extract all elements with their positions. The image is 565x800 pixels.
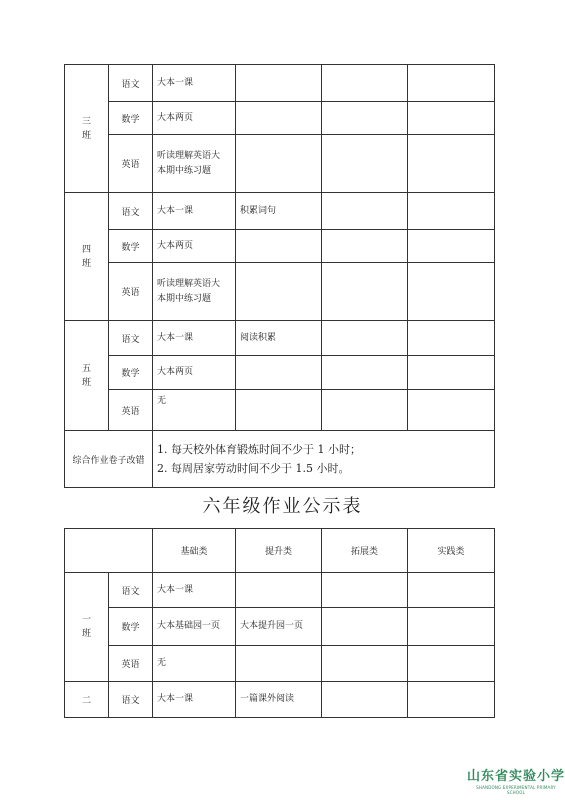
header-improve: 提升类 [236,529,322,573]
extend-cell [322,193,408,230]
class-label: 二 [65,682,109,718]
header-basic: 基础类 [153,529,236,573]
basic-cell: 听读理解英语大 本期中练习题 [153,135,236,193]
table-row [65,321,495,356]
table-row [65,135,495,193]
improve-cell [236,573,322,608]
summary-notes [153,431,495,488]
improve-cell [236,230,322,263]
subject-cell: 语文 [109,65,153,102]
header-row [65,529,495,573]
practice-cell [408,193,495,230]
summary-row [65,431,495,488]
table-row [65,65,495,102]
basic-cell: 大本一课 [153,321,236,356]
basic-cell: 大本两页 [153,356,236,390]
basic-cell: 大本两页 [153,230,236,263]
class-label: 一 班 [65,573,109,682]
grade-six-homework-table [64,528,495,718]
table-row [65,102,495,135]
basic-cell: 大本一课 [153,193,236,230]
homework-table-continued [64,64,495,488]
extend-cell [322,321,408,356]
practice-cell [408,102,495,135]
improve-cell: 大本提升园一页 [236,608,322,646]
extend-cell [322,608,408,646]
table-row [65,573,495,608]
header-practice: 实践类 [408,529,495,573]
subject-cell: 语文 [109,573,153,608]
table-row [65,263,495,321]
basic-cell: 无 [153,390,236,431]
improve-cell [236,65,322,102]
basic-cell: 听读理解英语大 本期中练习题 [153,263,236,321]
extend-cell [322,102,408,135]
basic-cell: 大本两页 [153,102,236,135]
subject-cell: 英语 [109,263,153,321]
table-row [65,646,495,682]
practice-cell [408,682,495,718]
improve-cell [236,356,322,390]
class-label: 四 班 [65,193,109,321]
subject-cell: 数学 [109,608,153,646]
basic-cell: 大本一课 [153,682,236,718]
improve-cell: 阅读积累 [236,321,322,356]
class-label: 五 班 [65,321,109,431]
improve-cell [236,263,322,321]
improve-cell [236,135,322,193]
subject-cell: 语文 [109,193,153,230]
improve-cell: 积累词句 [236,193,322,230]
practice-cell [408,356,495,390]
header-extend: 拓展类 [322,529,408,573]
logo-text-en: SHANDONG EXPERIMENTAL PRIMARY SCHOOL [476,785,556,795]
practice-cell [408,263,495,321]
basic-cell: 大本基础园一页 [153,608,236,646]
basic-cell: 无 [153,646,236,682]
practice-cell [408,65,495,102]
class-label: 三 班 [65,65,109,193]
practice-cell [408,230,495,263]
extend-cell [322,65,408,102]
basic-cell: 大本一课 [153,573,236,608]
subject-cell: 英语 [109,646,153,682]
table-row [65,390,495,431]
summary-label: 综合作业卷子改错 [65,431,153,488]
table-row [65,356,495,390]
subject-cell: 英语 [109,135,153,193]
subject-cell: 语文 [109,682,153,718]
practice-cell [408,321,495,356]
practice-cell [408,608,495,646]
extend-cell [322,573,408,608]
subject-cell: 数学 [109,356,153,390]
practice-cell [408,390,495,431]
extend-cell [322,390,408,431]
improve-cell: 一篇课外阅读 [236,682,322,718]
basic-cell: 大本一课 [153,65,236,102]
table-row [65,682,495,718]
practice-cell [408,573,495,608]
improve-cell [236,646,322,682]
note-line: 1. 每天校外体育锻炼时间不少于 1 小时； [157,443,361,456]
table-row [65,193,495,230]
practice-cell [408,135,495,193]
extend-cell [322,682,408,718]
subject-cell: 英语 [109,390,153,431]
table-row [65,230,495,263]
practice-cell [408,646,495,682]
table-row [65,608,495,646]
improve-cell [236,102,322,135]
note-line: 2. 每周居家劳动时间不少于 1.5 小时。 [157,462,350,475]
logo-text-cn: 山东省实验小学 [467,769,565,784]
section-title: 六年级作业公示表 [202,496,363,517]
extend-cell [322,263,408,321]
extend-cell [322,356,408,390]
extend-cell [322,135,408,193]
extend-cell [322,230,408,263]
subject-cell: 语文 [109,321,153,356]
corner-cell [65,529,153,573]
subject-cell: 数学 [109,230,153,263]
improve-cell [236,390,322,431]
extend-cell [322,646,408,682]
school-logo [467,765,565,795]
subject-cell: 数学 [109,102,153,135]
